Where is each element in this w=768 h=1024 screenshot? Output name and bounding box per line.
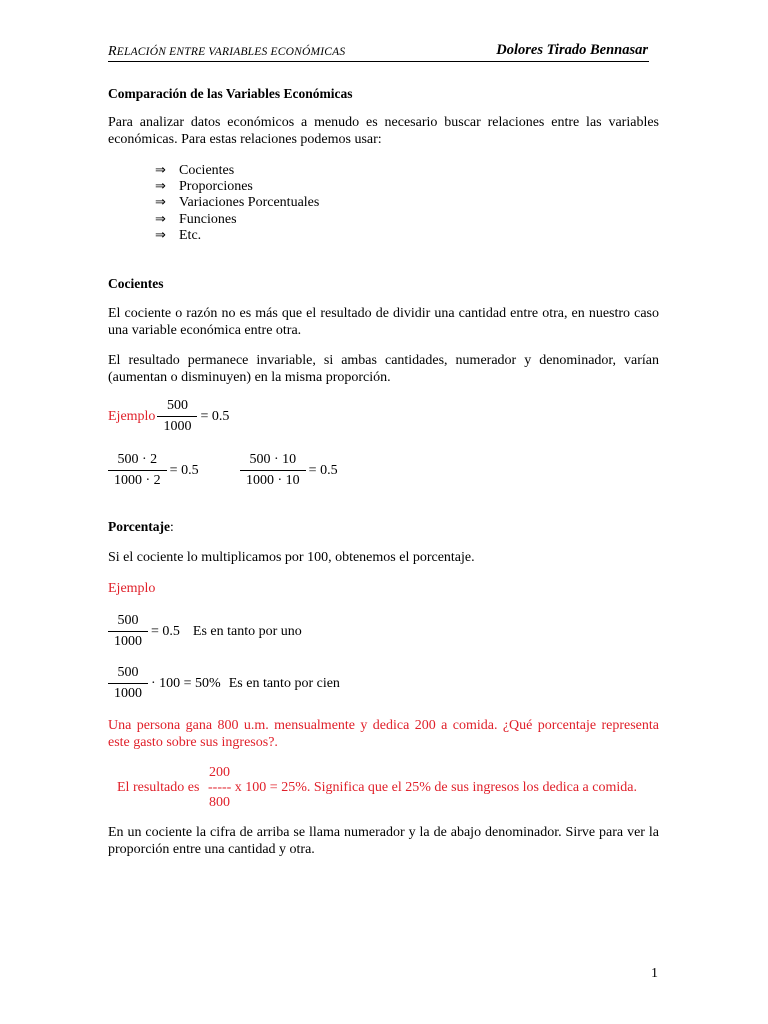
porcentaje-equation-1: $\frac{500}{1000}$ = 0.5 Es en tanto por uno (108, 613, 302, 650)
list-item: ⇒ Proporciones (155, 179, 253, 195)
implies-arrow-icon: ⇒ (155, 195, 166, 211)
cocientes-example: Ejemplo $\frac{500}{1000}$ = 0.5 (108, 398, 230, 434)
page-title: Comparación de las Variables Económicas (108, 86, 353, 101)
header-divider (108, 61, 649, 62)
fraction: $\frac{500}{1000}$ (157, 398, 197, 435)
porcentaje-example-label: Ejemplo (108, 581, 156, 596)
implies-arrow-icon: ⇒ (155, 211, 166, 227)
cocientes-equation-3: $\frac{500 \cdot 10}{1000 \cdot 10}$ = 0.5 (240, 452, 338, 489)
implies-arrow-icon: ⇒ (155, 163, 166, 178)
implies-arrow-icon: ⇒ (155, 179, 166, 195)
example-label: Ejemplo (108, 408, 156, 424)
closing-paragraph: En un cociente la cifra de arriba se llama numerador y la de abajo denominador. Sirve para ver la proporción entre una cantidad y otra. (108, 825, 659, 857)
porcentaje-paragraph: Si el cociente lo multiplicamos por 100, obtenemos el porcentaje. (108, 550, 475, 565)
cocientes-paragraph-2: El resultado permanece invariable, si ambas cantidades, numerador y denominador, varían (aumentan o disminuyen) en la misma proporción. (108, 353, 659, 385)
porcentaje-equation-2: $\frac{500}{1000}$ · 100 = 50% Es en tanto por cien (108, 665, 340, 702)
list-item: ⇒ Etc. (155, 227, 202, 243)
result-denominator: 800 (209, 795, 230, 810)
page-number: 1 (651, 966, 658, 981)
intro-paragraph: Para analizar datos económicos a menudo es necesario buscar relaciones entre las variables económicas. Para estas relaciones podemos usar: (108, 115, 659, 147)
list-item: ⇒ Variaciones Porcentuales (155, 195, 320, 211)
result-numerator: 200 (209, 765, 230, 780)
list-item: ⇒ Funciones (155, 211, 237, 227)
fraction: $\frac{500 \cdot 10}{1000 \cdot 10}$ (240, 452, 306, 489)
relations-list (155, 163, 319, 244)
cocientes-heading: Cocientes (108, 276, 164, 291)
result-label: El resultado es (117, 780, 200, 795)
fraction: $\frac{500}{1000}$ (108, 613, 148, 650)
fraction: $\frac{500}{1000}$ (108, 665, 148, 702)
fraction: $\frac{500 \cdot 2}{1000 \cdot 2}$ (108, 452, 167, 489)
header-author: Dolores Tirado Bennasar (496, 42, 648, 58)
list-item: ⇒ Cocientes (155, 163, 235, 178)
problem-statement: Una persona gana 800 u.m. mensualmente y dedica 200 a comida. ¿Qué porcentaje representa este gasto sobre sus ingresos?. (108, 718, 659, 750)
porcentaje-heading: Porcentaje: (108, 519, 174, 534)
header-title: RELACIÓN ENTRE VARIABLES ECONÓMICAS (108, 44, 346, 59)
cocientes-equation-2: $\frac{500 \cdot 2}{1000 \cdot 2}$ = 0.5 (108, 452, 199, 489)
implies-arrow-icon: ⇒ (155, 227, 166, 243)
cocientes-paragraph-1: El cociente o razón no es más que el resultado de dividir una cantidad entre otra, en nuestro caso una variable económica entre otra. (108, 306, 659, 338)
result-line: ----- x 100 = 25%. Significa que el 25% de sus ingresos los dedica a comida. (208, 780, 637, 795)
